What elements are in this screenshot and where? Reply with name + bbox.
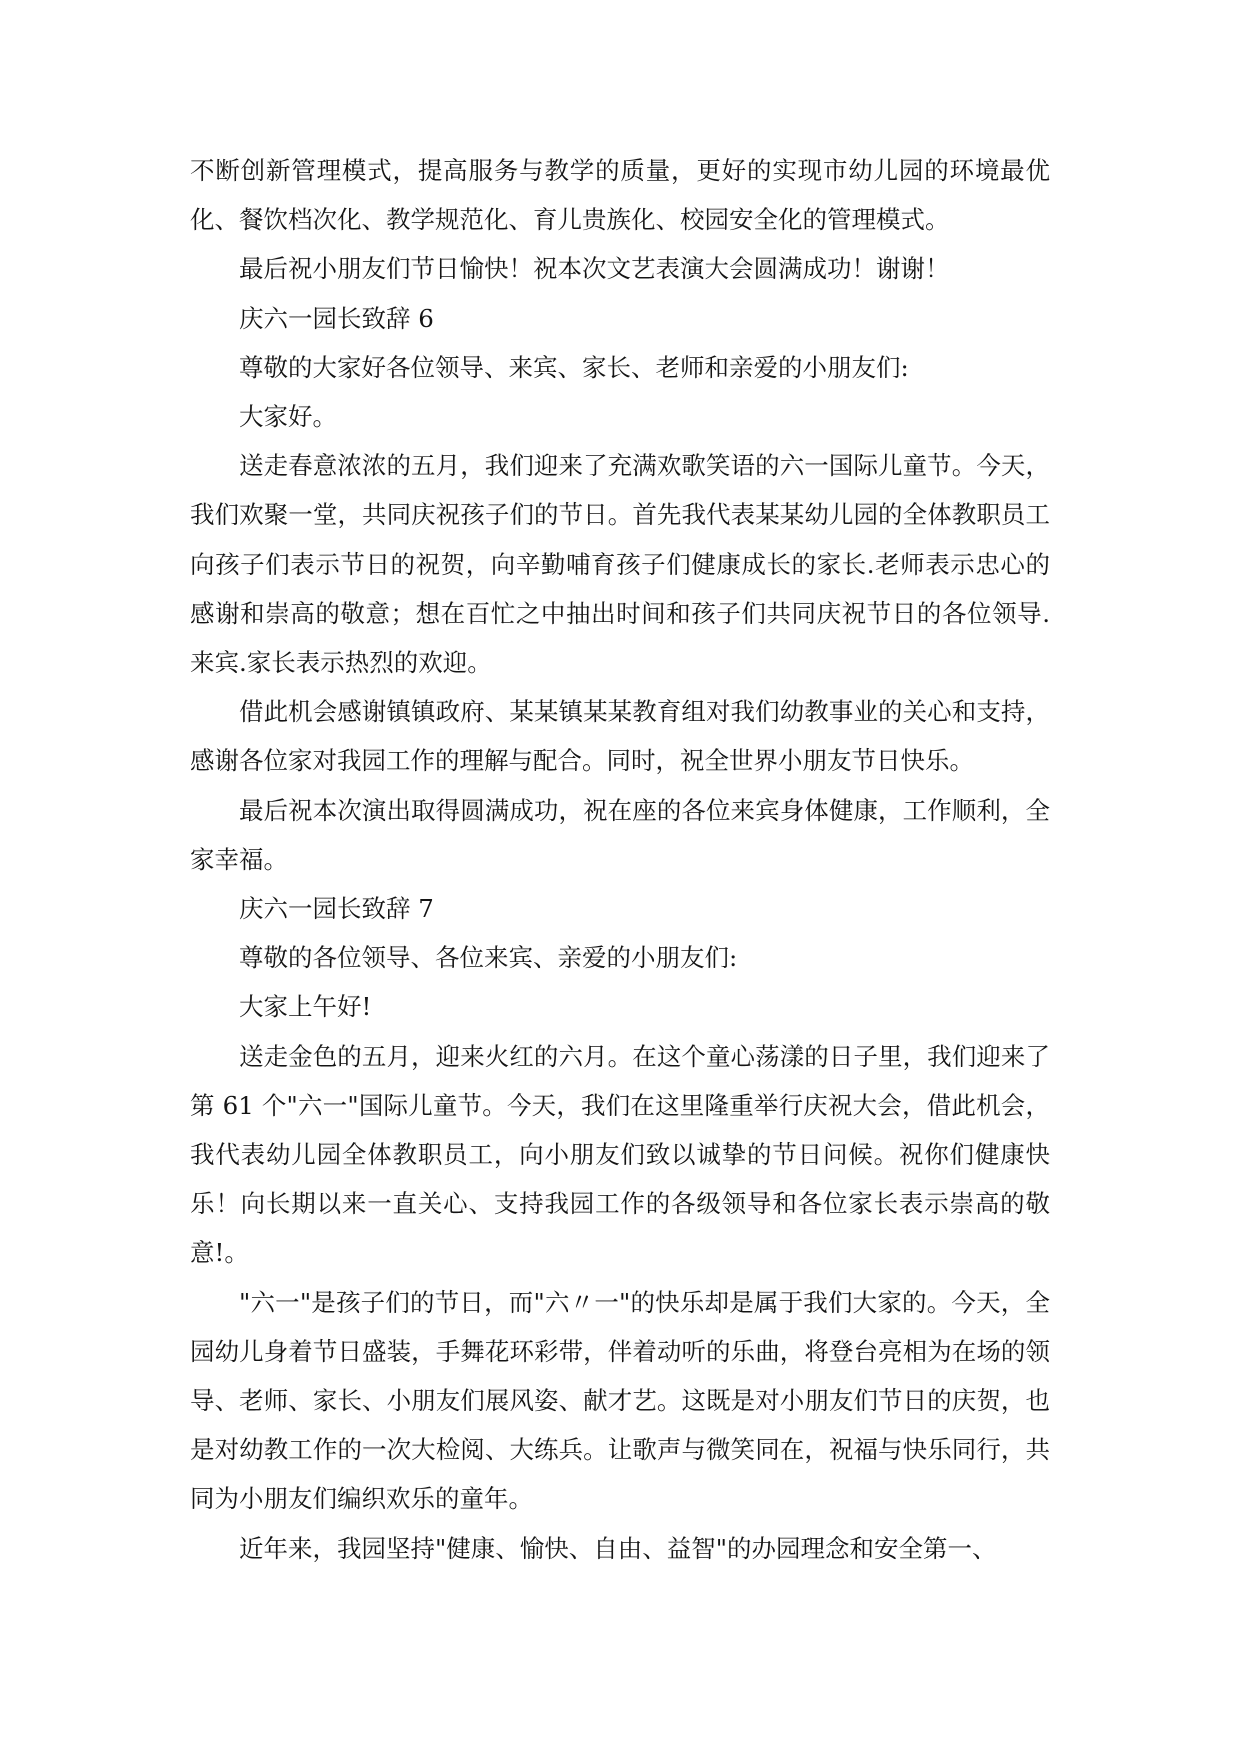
paragraph-1: 不断创新管理模式，提高服务与教学的质量，更好的实现市幼儿园的环境最优化、餐饮档次化、教学规范化、育儿贵族化、校园安全化的管理模式。 — [190, 156, 1050, 235]
paragraph-6: 送走春意浓浓的五月，我们迎来了充满欢歌笑语的六一国际儿童节。今天，我们欢聚一堂，共同庆祝孩子们的节日。首先我代表某某幼儿园的全体教职员工向孩子们表示节日的祝贺，向辛勤哺育孩子们健康成长的家长.老师表示忠心的感谢和崇高的敬意；想在百忙之中抽出时间和孩子们共同庆祝节日的各位领导.来宾.家长表示热烈的欢迎。 — [190, 451, 1050, 678]
greeting-7: 大家上午好! — [239, 992, 372, 1022]
paragraph-8: 最后祝本次演出取得圆满成功，祝在座的各位来宾身体健康，工作顺利，全家幸福。 — [190, 795, 1050, 874]
paragraph-14: 近年来，我园坚持"健康、愉快、自由、益智"的办园理念和安全第一、 — [239, 1533, 997, 1563]
document-body — [190, 146, 1050, 1573]
section-heading-6: 庆六一园长致辞 6 — [239, 303, 434, 333]
greeting-6: 大家好。 — [239, 402, 337, 432]
paragraph-2: 最后祝小朋友们节日愉快！祝本次文艺表演大会圆满成功！谢谢！ — [239, 254, 950, 284]
section-heading-7: 庆六一园长致辞 7 — [239, 894, 434, 924]
paragraph-7: 借此机会感谢镇镇政府、某某镇某某教育组对我们幼教事业的关心和支持，感谢各位家对我园工作的理解与配合。同时，祝全世界小朋友节日快乐。 — [190, 697, 1050, 776]
paragraph-12: 送走金色的五月，迎来火红的六月。在这个童心荡漾的日子里，我们迎来了第 61 个"六一"国际儿童节。今天，我们在这里隆重举行庆祝大会，借此机会，我代表幼儿园全体教职员工，向小朋友们致以诚挚的节日问候。祝你们健康快乐！向长期以来一直关心、支持我园工作的各级领导和各位家长表示崇高的敬意!。 — [190, 1041, 1050, 1268]
salutation-7: 尊敬的各位领导、各位来宾、亲爱的小朋友们: — [239, 943, 738, 973]
paragraph-13: "六一"是孩子们的节日，而"六〃一"的快乐却是属于我们大家的。今天，全园幼儿身着节日盛装，手舞花环彩带，伴着动听的乐曲，将登台亮相为在场的领导、老师、家长、小朋友们展风姿、献才艺。这既是对小朋友们节日的庆贺，也是对幼教工作的一次大检阅、大练兵。让歌声与微笑同在，祝福与快乐同行，共同为小朋友们编织欢乐的童年。 — [190, 1287, 1050, 1514]
salutation-6: 尊敬的大家好各位领导、来宾、家长、老师和亲爱的小朋友们: — [239, 352, 909, 382]
